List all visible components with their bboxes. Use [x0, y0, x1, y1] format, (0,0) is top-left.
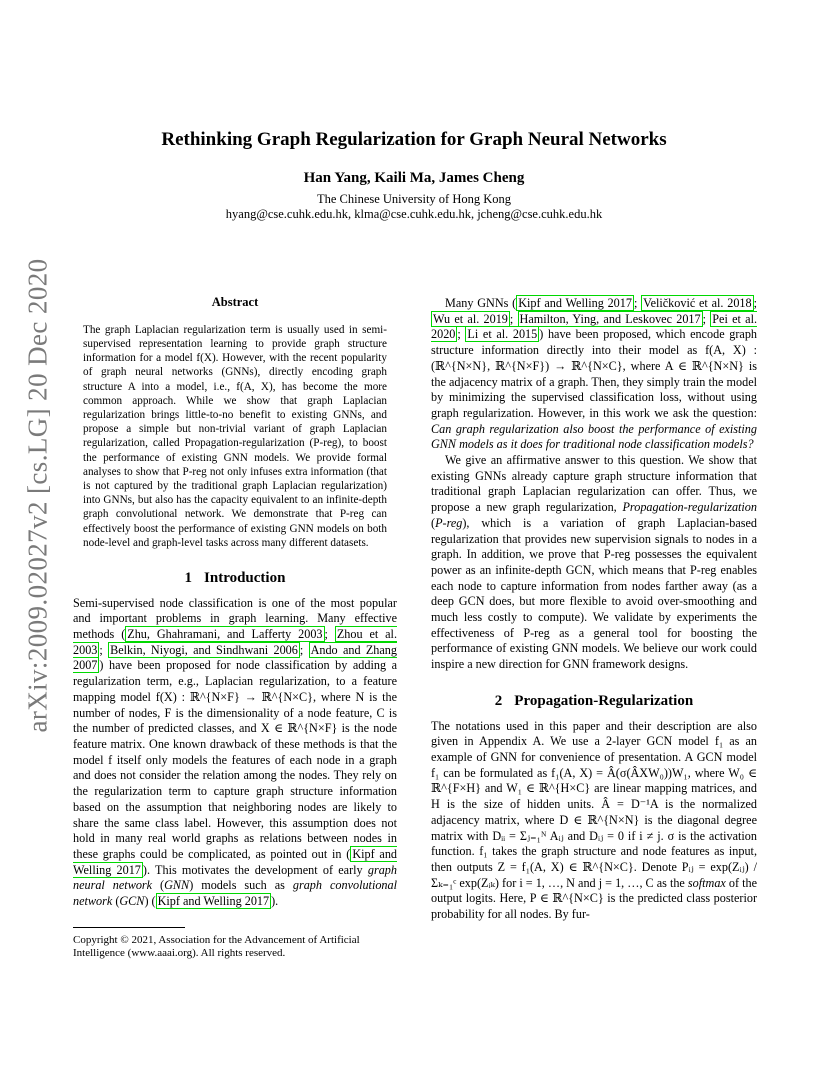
section-title: Propagation-Regularization	[514, 692, 694, 709]
gnn-paragraph	[431, 296, 757, 453]
text-span: of the output logits. Here, P ∈ ℝ^{N×C} is the predicted class posterior probability for all nodes. By fur-	[431, 875, 757, 922]
text-span: The notations used in this paper and their description are also given in Appendix A. We use a 2-layer GCN model f₁ as an example of GNN for convenience of presentation. A GCN model f₁ can be formulated as f₁(A, X) = Â(σ(ÂXW₀))W₁, where W₀ ∈ ℝ^{F×H} and W₁ ∈ ℝ^{H×C} are linear mapping matrices, and H is the size of hidden units. Â = D⁻¹A is the normalized adjacency matrix, where D ∈ ℝ^{N×N} is the diagonal degree matrix with Dᵢᵢ = Σⱼ₌₁ᴺ Aᵢⱼ and Dᵢⱼ = 0 if i ≠ j. σ is the activation function. f₁ takes the graph structure and node features as input, then outputs Z = f₁(A, X) ∈ ℝ^{N×C}. Denote Pᵢⱼ = exp(Zᵢⱼ) / Σₖ₌₁ᶜ exp(Zᵢₖ) for i = 1, …, N and j = 1, …, C as the	[431, 718, 757, 890]
research-question: Can graph regularization also boost the performance of existing GNN models as it does for traditional node classification models?	[431, 421, 757, 452]
notation-paragraph	[431, 719, 757, 923]
emphasis: graph neural network	[73, 862, 397, 893]
left-column	[73, 295, 397, 961]
emphasis: GCN	[119, 894, 145, 909]
text-span: ;	[753, 296, 757, 310]
text-span: ;	[299, 642, 309, 657]
emphasis: softmax	[687, 875, 726, 890]
citation-link[interactable]: Li et al. 2015	[467, 327, 538, 342]
paper-title: Rethinking Graph Regularization for Graph Neural Networks	[161, 129, 667, 150]
copyright-footnote: Copyright © 2021, Association for the Advancement of Artificial Intelligence (www.aaai.org). All rights reserved.	[73, 933, 360, 960]
citation-link[interactable]: Pei et al. 2020	[431, 311, 758, 342]
citation-link[interactable]: Belkin, Niyogi, and Sindhwani 2006	[110, 642, 298, 657]
emphasis: Propagation-regularization	[622, 500, 757, 515]
text-span: (	[152, 878, 165, 893]
text-span: ) models such as	[189, 878, 293, 893]
text-span: ;	[457, 327, 466, 342]
text-span: (	[431, 515, 436, 530]
citation-link[interactable]: Hamilton, Ying, and Leskovec 2017	[519, 311, 701, 326]
right-column	[431, 296, 757, 923]
abstract-text: The graph Laplacian regularization term is usually used in semi-supervised representation learning to provide graph structure information for a model f(X). However, with the recent popularity of graph neural networks (GNNs), directly encoding graph structure A into a model, i.e., f(A, X), has become the more common approach. While we show that graph Laplacian regularization brings little-to-no benefit to existing GNNs, and propose a simple but non-trivial variant of graph Laplacian regularization, called Propagation-regularization (P-reg), to boost the performance of existing GNN models. We provide formal analyses to show that P-reg not only infuses extra information (that is not captured by the traditional graph Laplacian regularization) into GNNs, but also has the capacity equivalent to an infinite-depth graph convolutional network. We demonstrate that P-reg can effectively boost the performance of existing GNN models on both node-level and graph-level tasks across many different datasets.	[83, 323, 387, 549]
citation-link[interactable]: Kipf and Welling 2017	[157, 894, 270, 909]
citation-link[interactable]: Veličković et al. 2018	[643, 296, 752, 310]
text-span: ;	[702, 311, 711, 326]
text-span: ), which is a variation of graph Laplacian-based regularization that provides new supervision signals to nodes in a graph. In addition, we prove that P-reg possesses the equivalent power as an infinite-depth GCN, which means that P-reg enables each node to capture information from nodes farther away (as a deep GCN does, but more flexible to avoid over-smoothing and much less costly to compute). We validate by experiments the effectiveness of P-reg as a general tool for boosting the performance of existing GNN models. We believe our work could inspire a new direction for GNN framework designs.	[431, 515, 757, 672]
citation-link[interactable]: Zhou et al. 2003	[73, 627, 397, 657]
text-span: Semi-supervised node classification is one of the most popular and important problems in graph learning. Many effective methods (	[73, 595, 397, 642]
intro-paragraph	[73, 596, 397, 910]
citation-link[interactable]: Kipf and Welling 2017	[518, 296, 632, 310]
section-number: 2	[494, 692, 503, 709]
contribution-paragraph	[431, 453, 757, 673]
paper-emails: hyang@cse.cuhk.edu.hk, klma@cse.cuhk.edu.hk, jcheng@cse.cuhk.edu.hk	[225, 207, 603, 221]
emphasis: graph convolutional network	[73, 878, 397, 909]
text-span: We give an affirmative answer to this question. We show that existing GNNs already capture graph structure information that traditional graph Laplacian regularization can offer. Thus, we propose a new graph regularization,	[431, 453, 757, 515]
text-span: ;	[633, 296, 642, 310]
text-span: ;	[324, 627, 335, 642]
citation-link[interactable]: Kipf and Welling 2017	[73, 846, 398, 877]
paper-authors: Han Yang, Kaili Ma, James Cheng	[303, 170, 525, 186]
text-span: Many GNNs (	[445, 296, 517, 310]
citation-link[interactable]: Wu et al. 2019	[433, 311, 508, 326]
arxiv-identifier: arXiv:2009.02027v2 [cs.LG] 20 Dec 2020	[22, 257, 53, 733]
arxiv-identifier-stamp	[8, 257, 68, 733]
section-heading-propagation-regularization	[431, 694, 757, 710]
text-span: ).	[271, 894, 279, 909]
section-heading-introduction	[73, 571, 397, 587]
section-number: 1	[184, 569, 193, 586]
text-span: (	[112, 894, 120, 909]
text-span: ;	[99, 642, 109, 657]
paper-affiliation: The Chinese University of Hong Kong	[316, 192, 512, 206]
footnote-divider	[73, 927, 185, 928]
citation-link[interactable]: Zhu, Ghahramani, and Lafferty 2003	[127, 627, 323, 642]
section-title: Introduction	[204, 569, 286, 586]
text-span: ) have been proposed, which encode graph structure information directly into their model as f(A, X) : (ℝ^{N×N}, ℝ^{N×F}) → ℝ^{N×C}, where A ∈ ℝ^{N×N} is the adjacency matrix of a graph. Then, they simply train the model by minimizing the supervised classification loss, without using graph regularization. However, in this work we ask the question:	[431, 327, 758, 420]
text-span: ). This motivates the development of early	[142, 862, 368, 877]
text-span: ) (	[144, 894, 156, 909]
emphasis: P-reg	[435, 515, 463, 530]
text-span: ;	[509, 311, 518, 326]
citation-link[interactable]: Ando and Zhang 2007	[73, 642, 397, 673]
text-span: ) have been proposed for node classification by adding a regularization term, e.g., Laplacian regularization, to a feature mapping model f(X) : ℝ^{N×F} → ℝ^{N×C}, where N is the number of nodes, F is the dimensionality of a node feature, C is the number of predicted classes, and X ∈ ℝ^{N×F} is the node feature matrix. One known drawback of these methods is that the model f itself only models the features of each node in a graph and does not consider the relation among the nodes. They rely on the regularization term to capture graph structure information based on the assumption that neighboring nodes are likely to share the same class label. However, this assumption does not hold in many real world graphs as relations between nodes in these graphs could be complicated, as pointed out in (	[73, 658, 397, 861]
emphasis: GNN	[164, 878, 190, 893]
abstract-heading: Abstract	[211, 295, 259, 309]
